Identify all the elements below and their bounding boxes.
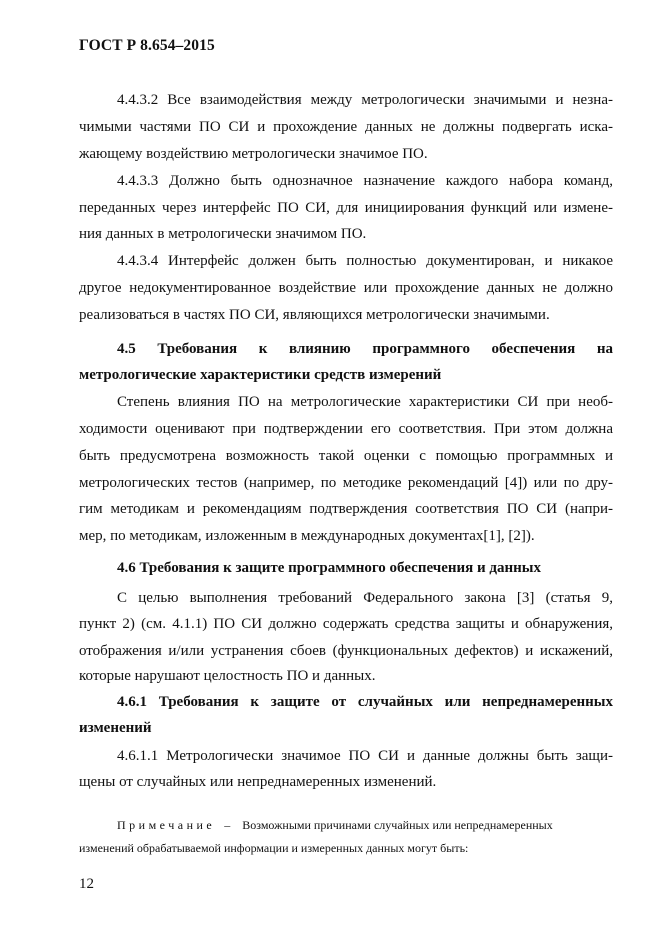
paragraph-line: отображения и/или устранения сбоев (функциональных дефектов) и искажений, xyxy=(79,643,613,659)
paragraph-line: другое недокументированное воздействие или прохождение данных не должно xyxy=(79,280,613,296)
paragraph-line: быть предусмотрена возможность такой оценки с помощью программных и xyxy=(79,448,613,464)
section-heading: 4.6.1 Требования к защите от случайных или непреднамеренных xyxy=(117,694,613,710)
note-line xyxy=(79,816,613,834)
section-heading: 4.6 Требования к защите программного обеспечения и данных xyxy=(117,560,541,576)
paragraph-line: 4.4.3.3 Должно быть однозначное назначение каждого набора команд, xyxy=(117,173,613,189)
paragraph-line: 4.4.3.4 Интерфейс должен быть полностью документирован, и никакое xyxy=(117,253,613,269)
paragraph-line: реализоваться в частях ПО СИ, являющихся метрологически значимыми. xyxy=(79,307,550,323)
paragraph-line: 4.4.3.2 Все взаимодействия между метрологически значимыми и незна- xyxy=(117,92,613,108)
paragraph-line: переданных через интерфейс ПО СИ, для инициирования функций или измене- xyxy=(79,200,613,216)
note-dash: – xyxy=(224,818,231,832)
paragraph-line: С целью выполнения требований Федерального закона [3] (статья 9, xyxy=(117,590,613,606)
paragraph-line: жающему воздействию метрологически значимое ПО. xyxy=(79,146,428,162)
paragraph-line: чимыми частями ПО СИ и прохождение данных не должны подвергать иска- xyxy=(79,119,613,135)
paragraph-line: 4.6.1.1 Метрологически значимое ПО СИ и данные должны быть защи- xyxy=(117,748,613,764)
section-heading: 4.5 Требования к влиянию программного обеспечения на xyxy=(117,341,613,357)
document-header: ГОСТ Р 8.654–2015 xyxy=(79,37,215,54)
paragraph-line: гим методикам и рекомендациям подтверждения соответствия ПО СИ (напри- xyxy=(79,501,613,517)
paragraph-line: ходимости оценивают при подтверждении его соответствия. При этом должна xyxy=(79,421,613,437)
note-label: Примечание xyxy=(117,818,216,832)
paragraph-line: щены от случайных или непреднамеренных изменений. xyxy=(79,774,437,790)
section-heading: изменений xyxy=(79,720,152,736)
note-text: Возможными причинами случайных или непреднамеренных xyxy=(242,818,553,832)
paragraph-line: метрологических тестов (например, по методике рекомендаций [4]) или по дру- xyxy=(79,475,613,491)
page-number: 12 xyxy=(79,876,94,892)
paragraph-line: пункт 2) (см. 4.1.1) ПО СИ должно содержать средства защиты и обнаружения, xyxy=(79,616,613,632)
note-line: изменений обрабатываемой информации и измеренных данных могут быть: xyxy=(79,841,469,855)
paragraph-line: которые нарушают целостность ПО и данных. xyxy=(79,668,376,684)
paragraph-line: ния данных в метрологически значимом ПО. xyxy=(79,226,367,242)
paragraph-line: мер, по методикам, изложенным в международных документах[1], [2]). xyxy=(79,528,535,544)
paragraph-line: Степень влияния ПО на метрологические характеристики СИ при необ- xyxy=(117,394,613,410)
section-heading: метрологические характеристики средств измерений xyxy=(79,367,442,383)
